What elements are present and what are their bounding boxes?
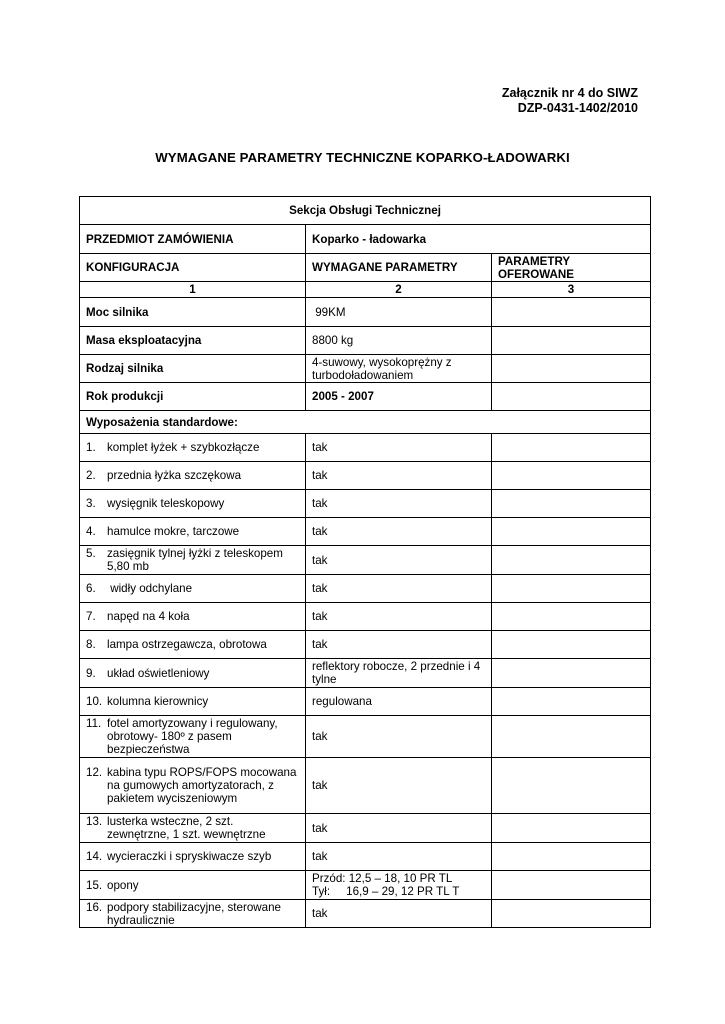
item-number: 15. — [86, 878, 103, 892]
table-row — [80, 383, 651, 411]
offered-cell — [492, 716, 651, 758]
attachment-label: Załącznik nr 4 do SIWZ — [501, 86, 638, 100]
table-row — [80, 814, 651, 843]
item-name: lampa ostrzegawcza, obrotowa — [107, 638, 267, 651]
item-name-cell — [80, 688, 306, 716]
item-value: tak — [306, 603, 492, 631]
engine-type-value: 4-suwowy, wysokoprężny z turbodoładowaniem — [306, 355, 492, 383]
table-row — [80, 490, 651, 518]
item-name: lusterka wsteczne, 2 szt. zewnętrzne, 1 szt. wewnętrzne — [107, 815, 266, 841]
offered-cell — [492, 688, 651, 716]
table-row — [80, 631, 651, 659]
col-config: KONFIGURACJA — [80, 254, 306, 282]
item-name: hamulce mokre, tarczowe — [107, 525, 240, 538]
item-number: 16. — [86, 900, 103, 914]
offered-cell — [492, 546, 651, 575]
item-name: podpory stabilizacyjne, sterowane hydraulicznie — [107, 900, 282, 927]
table-row — [80, 575, 651, 603]
item-number: 11. — [86, 717, 102, 730]
item-number: 12. — [86, 766, 103, 779]
item-name: układ oświetleniowy — [107, 666, 210, 680]
item-number: 4. — [86, 525, 96, 538]
item-name: komplet łyżek + szybkozłącze — [107, 441, 260, 454]
item-name-cell — [80, 575, 306, 603]
item-name: kabina typu ROPS/FOPS mocowana na gumowych amortyzatorach, z pakietem wyciszeniowym — [107, 766, 297, 805]
item-name: zasięgnik tylnej łyżki z teleskopem 5,80 mb — [107, 547, 283, 573]
item-name-cell — [80, 490, 306, 518]
offered-cell — [492, 462, 651, 490]
parameters-table — [79, 196, 651, 928]
item-value: tak — [306, 900, 492, 928]
item-name-cell — [80, 546, 306, 575]
engine-power-label: Moc silnika — [80, 298, 306, 327]
table-row — [80, 758, 651, 814]
item-value: tak — [306, 575, 492, 603]
offered-cell — [492, 490, 651, 518]
mass-label: Masa eksploatacyjna — [80, 327, 306, 355]
col-required: WYMAGANE PARAMETRY — [306, 254, 492, 282]
item-number: 3. — [86, 497, 96, 510]
item-name: fotel amortyzowany i regulowany, obrotowy- 180º z pasem bezpieczeństwa — [107, 717, 278, 756]
table-row — [80, 871, 651, 900]
item-number: 13. — [86, 815, 103, 828]
offered-cell — [492, 327, 651, 355]
item-value: tak — [306, 716, 492, 758]
section-title: Sekcja Obsługi Technicznej — [80, 197, 651, 225]
item-value: tak — [306, 490, 492, 518]
engine-type-label: Rodzaj silnika — [80, 355, 306, 383]
item-value: tak — [306, 814, 492, 843]
item-value: tak — [306, 518, 492, 546]
offered-cell — [492, 298, 651, 327]
item-value: tak — [306, 843, 492, 871]
offered-cell — [492, 843, 651, 871]
case-number: DZP-0431-1402/2010 — [517, 101, 638, 115]
subject-label: PRZEDMIOT ZAMÓWIENIA — [80, 225, 306, 254]
offered-cell — [492, 871, 651, 900]
item-number: 10. — [86, 695, 103, 708]
subject-value: Koparko - ładowarka — [306, 225, 651, 254]
item-name: wysięgnik teleskopowy — [107, 497, 225, 510]
item-name-cell — [80, 518, 306, 546]
item-number: 14. — [86, 850, 103, 863]
offered-cell — [492, 603, 651, 631]
mass-value: 8800 kg — [306, 327, 492, 355]
item-name-cell — [80, 716, 306, 758]
table-row — [80, 298, 651, 327]
item-name-cell — [80, 843, 306, 871]
offered-cell — [492, 518, 651, 546]
item-name-cell — [80, 603, 306, 631]
table-row — [80, 518, 651, 546]
item-number: 9. — [86, 666, 96, 680]
page-title: WYMAGANE PARAMETRY TECHNICZNE KOPARKO-ŁADOWARKI — [155, 150, 570, 165]
table-row — [80, 716, 651, 758]
table-row — [80, 688, 651, 716]
offered-cell — [492, 814, 651, 843]
offered-cell — [492, 659, 651, 688]
tire-spec-rear: Tył: 16,9 – 29, 12 PR TL T — [312, 885, 460, 898]
item-name-cell — [80, 659, 306, 688]
table-row — [80, 603, 651, 631]
item-name: kolumna kierownicy — [107, 695, 209, 708]
tire-spec-cell — [306, 871, 492, 900]
item-value: tak — [306, 631, 492, 659]
equipment-heading-row — [80, 411, 651, 434]
offered-cell — [492, 434, 651, 462]
offered-cell — [492, 383, 651, 411]
item-value: tak — [306, 462, 492, 490]
item-name-cell — [80, 900, 306, 928]
year-label: Rok produkcji — [80, 383, 306, 411]
item-name-cell — [80, 631, 306, 659]
document-reference — [502, 86, 638, 116]
engine-power-value: 99KM — [306, 298, 492, 327]
column-header-row — [80, 254, 651, 282]
item-number: 2. — [86, 469, 96, 482]
table-row — [80, 843, 651, 871]
item-name-cell — [80, 758, 306, 814]
offered-cell — [492, 355, 651, 383]
table-row — [80, 546, 651, 575]
item-number: 6. — [86, 582, 96, 595]
section-row — [80, 197, 651, 225]
item-name: widły odchylane — [107, 582, 193, 595]
item-value: tak — [306, 758, 492, 814]
item-name: opony — [107, 878, 139, 892]
item-name: przednia łyżka szczękowa — [107, 469, 242, 482]
equipment-heading: Wyposażenia standardowe: — [80, 411, 651, 434]
offered-cell — [492, 575, 651, 603]
item-name-cell — [80, 434, 306, 462]
table-row — [80, 434, 651, 462]
offered-cell — [492, 758, 651, 814]
item-number: 7. — [86, 610, 96, 623]
item-name-cell — [80, 871, 306, 900]
table-row — [80, 462, 651, 490]
col-offered: PARAMETRY OFEROWANE — [492, 254, 651, 282]
col-number-2: 2 — [306, 282, 492, 298]
item-value: regulowana — [306, 688, 492, 716]
item-number: 1. — [86, 441, 96, 454]
table-row — [80, 659, 651, 688]
year-value: 2005 - 2007 — [306, 383, 492, 411]
item-value: tak — [306, 546, 492, 575]
subject-row — [80, 225, 651, 254]
table-row — [80, 900, 651, 928]
offered-cell — [492, 900, 651, 928]
table-row — [80, 327, 651, 355]
item-name: napęd na 4 koła — [107, 610, 190, 623]
item-number: 5. — [86, 547, 96, 560]
column-number-row — [80, 282, 651, 298]
item-value: reflektory robocze, 2 przednie i 4 tylne — [306, 659, 492, 688]
item-name-cell — [80, 814, 306, 843]
item-number: 8. — [86, 638, 96, 651]
col-number-3: 3 — [492, 282, 651, 298]
item-name-cell — [80, 462, 306, 490]
table-row — [80, 355, 651, 383]
tire-spec-front: Przód: 12,5 – 18, 10 PR TL — [312, 872, 453, 885]
item-value: tak — [306, 434, 492, 462]
col-number-1: 1 — [80, 282, 306, 298]
item-name: wycieraczki i spryskiwacze szyb — [107, 850, 272, 863]
offered-cell — [492, 631, 651, 659]
